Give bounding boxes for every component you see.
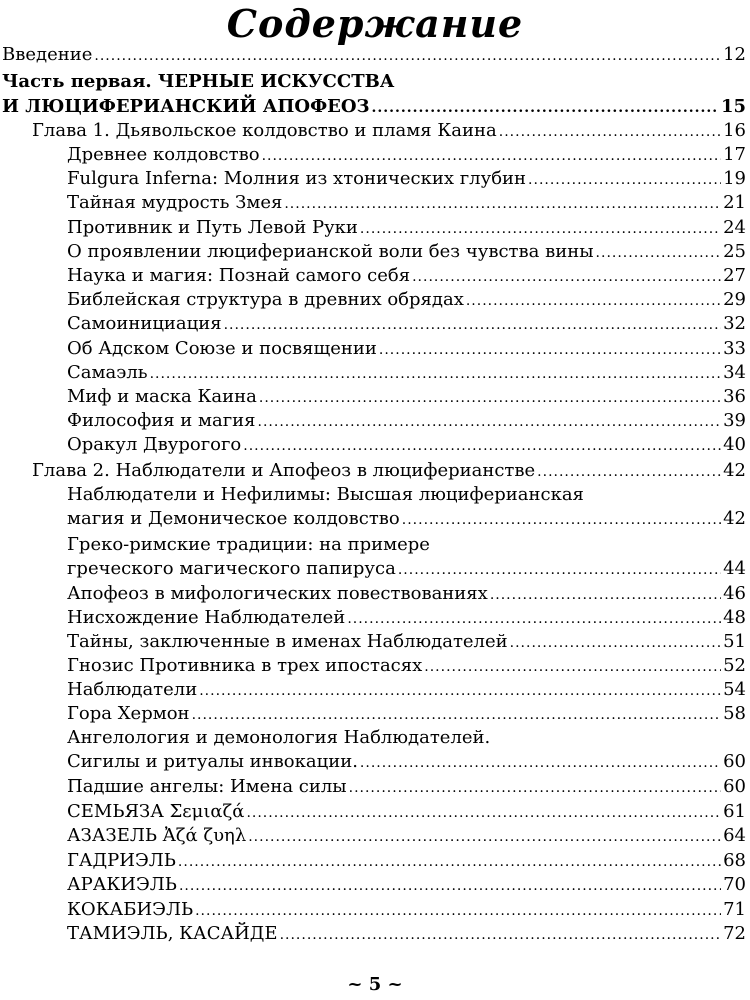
toc-entry-title: О проявлении люциферианской воли без чувства вины xyxy=(67,240,594,262)
toc-entry-page: 54 xyxy=(723,679,746,700)
toc-entry[interactable] xyxy=(67,264,746,289)
toc-entry[interactable] xyxy=(67,433,746,458)
dot-leader xyxy=(528,168,721,192)
dot-leader xyxy=(490,583,721,607)
dot-leader xyxy=(280,923,722,947)
toc-entry-angelology[interactable] xyxy=(67,750,746,775)
dot-leader xyxy=(179,874,721,898)
toc-entry-chapter2[interactable] xyxy=(32,459,746,484)
toc-entry-page: 72 xyxy=(723,923,746,944)
toc-entry[interactable] xyxy=(67,409,746,434)
toc-entry-title: Оракул Двурогого xyxy=(67,434,242,456)
toc-entry[interactable] xyxy=(67,143,746,168)
toc-entry[interactable] xyxy=(67,216,746,241)
toc-entry-page: 42 xyxy=(723,460,746,481)
toc-entry-page: 16 xyxy=(723,120,746,141)
dot-leader xyxy=(379,338,721,362)
dot-leader xyxy=(195,899,721,923)
toc-entry-title: Тайны, заключенные в именах Наблюдателей xyxy=(67,631,508,652)
dot-leader xyxy=(259,386,721,410)
toc-entry[interactable] xyxy=(67,654,746,679)
toc-entry-page: 21 xyxy=(723,192,746,214)
toc-entry-title: Глава 2. Наблюдатели и Апофеоз в люциферианстве xyxy=(32,460,536,481)
dot-leader xyxy=(94,44,721,68)
toc-entry-page: 51 xyxy=(723,631,746,652)
toc-entry-page: 61 xyxy=(723,800,746,822)
dot-leader xyxy=(284,192,721,216)
toc-entry-intro[interactable] xyxy=(2,43,746,68)
toc-entry-title: Самаэль xyxy=(67,361,148,383)
toc-entry-page: 60 xyxy=(723,751,746,772)
toc-entry[interactable] xyxy=(67,849,746,874)
dot-leader xyxy=(199,679,721,703)
toc-entry-title: Философия и магия xyxy=(67,410,256,432)
toc-entry-title: греческого магического папируса xyxy=(67,558,396,579)
toc-entry-title: Fulgura Inferna: Молния из хтонических глубин xyxy=(67,168,527,190)
toc-entry-page: 52 xyxy=(723,655,746,676)
toc-entry[interactable] xyxy=(67,873,746,898)
toc-entry-page: 64 xyxy=(723,825,746,846)
dot-leader xyxy=(248,825,721,849)
toc-entry-title: Падшие ангелы: Имена силы xyxy=(67,776,347,797)
toc-entry[interactable] xyxy=(67,678,746,703)
dot-leader xyxy=(192,703,722,727)
toc-entry-page: 40 xyxy=(723,434,746,456)
toc-entry-title: Гнозис Противника в трех ипостасях xyxy=(67,655,423,676)
toc-entry-page: 36 xyxy=(723,386,746,407)
toc-entry-page: 17 xyxy=(723,144,746,165)
toc-entry-title: Тайная мудрость Змея xyxy=(67,192,283,214)
toc-entry-title: ТАМИЭЛЬ, КАСАЙДЕ xyxy=(67,923,278,944)
dot-leader xyxy=(347,607,721,631)
toc-entry-title: Глава 1. Дьявольское колдовство и пламя Каина xyxy=(32,120,497,141)
toc-entry[interactable] xyxy=(67,191,746,216)
toc-entry-page: 29 xyxy=(723,289,746,311)
toc-entry-title: Сигилы и ритуалы инвокации. xyxy=(67,751,358,772)
toc-entry-title: магия и Демоническое колдовство xyxy=(67,508,400,529)
toc-entry[interactable] xyxy=(67,385,746,410)
toc-entry-chapter1[interactable] xyxy=(32,119,746,144)
toc-entry-page: 71 xyxy=(723,898,746,920)
toc-entry-greco-roman[interactable] xyxy=(67,557,746,582)
dot-leader xyxy=(537,460,721,484)
dot-leader xyxy=(150,362,722,386)
toc-entry-title: Наука и магия: Познай самого себя xyxy=(67,265,411,286)
toc-entry-page: 15 xyxy=(720,96,746,117)
dot-leader xyxy=(246,801,721,825)
dot-leader xyxy=(372,96,719,120)
toc-entry-page: 25 xyxy=(723,240,746,262)
dot-leader xyxy=(596,241,722,265)
toc-entry-title: СЕМЬЯЗА Σεμιαζά xyxy=(67,800,245,822)
toc-entry[interactable] xyxy=(67,582,746,607)
dot-leader xyxy=(466,289,721,313)
toc-entry-page: 19 xyxy=(723,168,746,190)
dot-leader xyxy=(360,751,721,775)
toc-entry[interactable] xyxy=(67,606,746,631)
toc-entry-title: Апофеоз в мифологических повествованиях xyxy=(67,583,488,604)
toc-entry[interactable] xyxy=(67,337,746,362)
dot-leader xyxy=(412,265,721,289)
toc-entry-part1[interactable] xyxy=(2,95,746,120)
toc-entry-title-line1[interactable]: Ангелология и демонология Наблюдателей. xyxy=(67,727,491,748)
toc-entry-page: 24 xyxy=(723,216,746,238)
toc-entry-page: 39 xyxy=(723,410,746,432)
dot-leader xyxy=(243,434,721,458)
toc-entry-title: Библейская структура в древних обрядах xyxy=(67,289,464,311)
toc-entry[interactable] xyxy=(67,922,746,947)
toc-entry-title: Наблюдатели xyxy=(67,679,198,700)
dot-leader xyxy=(262,144,722,168)
toc-entry-title: Самоинициация xyxy=(67,313,222,335)
toc-entry-title: Нисхождение Наблюдателей xyxy=(67,607,346,628)
toc-entry-page: 70 xyxy=(723,874,746,895)
toc-entry-page: 34 xyxy=(723,361,746,383)
dot-leader xyxy=(510,631,721,655)
toc-entry[interactable] xyxy=(67,288,746,313)
toc-entry-page: 32 xyxy=(723,313,746,335)
page-number: ~ 5 ~ xyxy=(347,974,403,995)
toc-entry-page: 27 xyxy=(723,265,746,286)
toc-entry-page: 68 xyxy=(723,849,746,871)
toc-entry-title: КОКАБИЭЛЬ xyxy=(67,898,194,920)
toc-entry-page: 60 xyxy=(723,776,746,797)
toc-entry-watchers-nephilim[interactable] xyxy=(67,507,746,532)
toc-entry-title: И ЛЮЦИФЕРИАНСКИЙ АПОФЕОЗ xyxy=(2,96,370,117)
toc-entry-title-line1[interactable]: Наблюдатели и Нефилимы: Высшая люциферианская xyxy=(67,484,584,505)
dot-leader xyxy=(224,313,722,337)
toc-entry[interactable] xyxy=(67,775,746,800)
dot-leader xyxy=(499,120,721,144)
dot-leader xyxy=(258,410,722,434)
toc-entry-title: АЗАЗЕЛЬ Ἀζά ζυηλ xyxy=(67,825,247,846)
toc-entry-page: 46 xyxy=(723,583,746,604)
toc-entry[interactable] xyxy=(67,702,746,727)
dot-leader xyxy=(398,558,721,582)
toc-part-title-line1[interactable]: Часть первая. ЧЕРНЫЕ ИСКУССТВА xyxy=(2,71,395,92)
toc-entry-title: Миф и маска Каина xyxy=(67,386,257,407)
dot-leader xyxy=(402,508,721,532)
dot-leader xyxy=(349,776,721,800)
toc-entry[interactable] xyxy=(67,361,746,386)
toc-entry[interactable] xyxy=(67,167,746,192)
page-title: Содержание xyxy=(226,1,524,46)
toc-entry-page: 58 xyxy=(723,703,746,724)
toc-entry-page: 44 xyxy=(723,558,746,579)
toc-entry-title: Противник и Путь Левой Руки xyxy=(67,216,358,238)
toc-entry[interactable] xyxy=(67,312,746,337)
toc-entry-title: АРАКИЭЛЬ xyxy=(67,874,177,895)
toc-entry-page: 42 xyxy=(723,508,746,529)
toc-entry-title-line1[interactable]: Греко-римские традиции: на примере xyxy=(67,534,430,555)
toc-entry-page: 48 xyxy=(723,607,746,628)
dot-leader xyxy=(424,655,721,679)
toc-entry-title: Гора Хермон xyxy=(67,703,190,724)
toc-entry-page: 33 xyxy=(723,337,746,359)
toc-entry-title: Об Адском Союзе и посвящении xyxy=(67,337,377,359)
toc-entry[interactable] xyxy=(67,898,746,923)
toc-entry-title: Древнее колдовство xyxy=(67,144,260,165)
dot-leader xyxy=(360,217,721,241)
toc-entry-title: ГАДРИЭЛЬ xyxy=(67,849,176,871)
toc-entry[interactable] xyxy=(67,630,746,655)
toc-entry-page: 12 xyxy=(723,44,746,65)
toc-entry[interactable] xyxy=(67,800,746,825)
toc-entry[interactable] xyxy=(67,824,746,849)
dot-leader xyxy=(178,850,721,874)
toc-entry[interactable] xyxy=(67,240,746,265)
toc-entry-title: Введение xyxy=(2,44,93,65)
